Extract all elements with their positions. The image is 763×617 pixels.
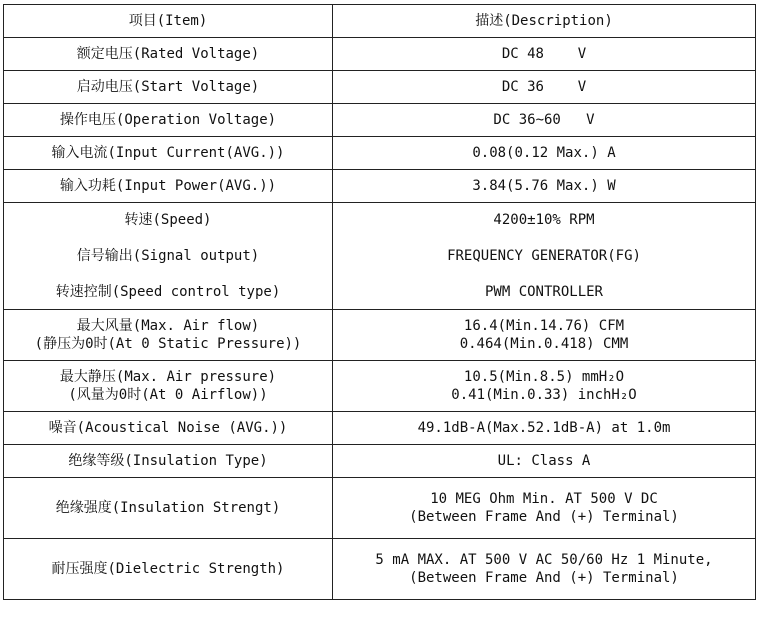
item-static-pressure-line: (静压为0时(At 0 Static Pressure)) xyxy=(34,336,302,352)
item-speed-control: 转速控制(Speed control type) xyxy=(55,284,281,300)
item-signal-output: 信号输出(Signal output) xyxy=(76,248,260,264)
desc-mmh2o-line: 10.5(Min.8.5) mmH₂O xyxy=(463,369,625,385)
desc-operation-voltage: DC 36~60 V xyxy=(333,104,756,137)
desc-input-power: 3.84(5.76 Max.) W xyxy=(333,170,756,203)
item-insulation-strength: 绝缘强度(Insulation Strengt) xyxy=(4,478,333,539)
table-row xyxy=(4,104,756,137)
desc-input-current: 0.08(0.12 Max.) A xyxy=(333,137,756,170)
specification-table xyxy=(3,4,756,600)
desc-signal-output: FREQUENCY GENERATOR(FG) xyxy=(447,248,641,264)
desc-cmm-line: 0.464(Min.0.418) CMM xyxy=(459,336,629,352)
item-speed-group xyxy=(4,203,333,310)
table-row xyxy=(4,38,756,71)
item-input-power: 输入功耗(Input Power(AVG.)) xyxy=(4,170,333,203)
item-max-air-flow xyxy=(4,310,333,361)
table-row xyxy=(4,203,756,310)
table-row xyxy=(4,310,756,361)
header-description: 描述(Description) xyxy=(333,5,756,38)
item-start-voltage: 启动电压(Start Voltage) xyxy=(4,71,333,104)
table-header-row xyxy=(4,5,756,38)
table-row xyxy=(4,170,756,203)
desc-speed-group xyxy=(333,203,756,310)
table-row xyxy=(4,71,756,104)
item-insulation-type: 绝缘等级(Insulation Type) xyxy=(4,445,333,478)
desc-start-voltage: DC 36 V xyxy=(333,71,756,104)
desc-dielectric-line-2: (Between Frame And (+) Terminal) xyxy=(409,570,679,586)
item-input-current: 输入电流(Input Current(AVG.)) xyxy=(4,137,333,170)
desc-speed: 4200±10% RPM xyxy=(493,212,595,228)
desc-insulation-strength xyxy=(333,478,756,539)
desc-cfm-line: 16.4(Min.14.76) CFM xyxy=(463,318,625,334)
item-max-air-flow-line: 最大风量(Max. Air flow) xyxy=(76,318,260,334)
table-row xyxy=(4,137,756,170)
item-max-air-pressure-line: 最大静压(Max. Air pressure) xyxy=(59,369,277,385)
item-zero-airflow-line: (风量为0时(At 0 Airflow)) xyxy=(68,387,268,403)
table-row xyxy=(4,478,756,539)
table-row xyxy=(4,445,756,478)
item-speed: 转速(Speed) xyxy=(124,212,212,228)
table-row xyxy=(4,361,756,412)
item-acoustical-noise: 噪音(Acoustical Noise (AVG.)) xyxy=(4,412,333,445)
desc-max-air-flow xyxy=(333,310,756,361)
desc-inchh2o-line: 0.41(Min.0.33) inchH₂O xyxy=(451,387,637,403)
desc-max-air-pressure xyxy=(333,361,756,412)
table-row xyxy=(4,539,756,600)
desc-dielectric-strength xyxy=(333,539,756,600)
desc-insulation-type: UL: Class A xyxy=(333,445,756,478)
desc-insulation-line-1: 10 MEG Ohm Min. AT 500 V DC xyxy=(430,491,658,507)
desc-rated-voltage: DC 48 V xyxy=(333,38,756,71)
desc-acoustical-noise: 49.1dB-A(Max.52.1dB-A) at 1.0m xyxy=(333,412,756,445)
item-operation-voltage: 操作电压(Operation Voltage) xyxy=(4,104,333,137)
desc-dielectric-line-1: 5 mA MAX. AT 500 V AC 50/60 Hz 1 Minute, xyxy=(375,552,713,568)
item-max-air-pressure xyxy=(4,361,333,412)
item-dielectric-strength: 耐压强度(Dielectric Strength) xyxy=(4,539,333,600)
table-row xyxy=(4,412,756,445)
desc-speed-control: PWM CONTROLLER xyxy=(484,284,603,300)
desc-insulation-line-2: (Between Frame And (+) Terminal) xyxy=(409,509,679,525)
header-item: 项目(Item) xyxy=(4,5,333,38)
item-rated-voltage: 额定电压(Rated Voltage) xyxy=(4,38,333,71)
